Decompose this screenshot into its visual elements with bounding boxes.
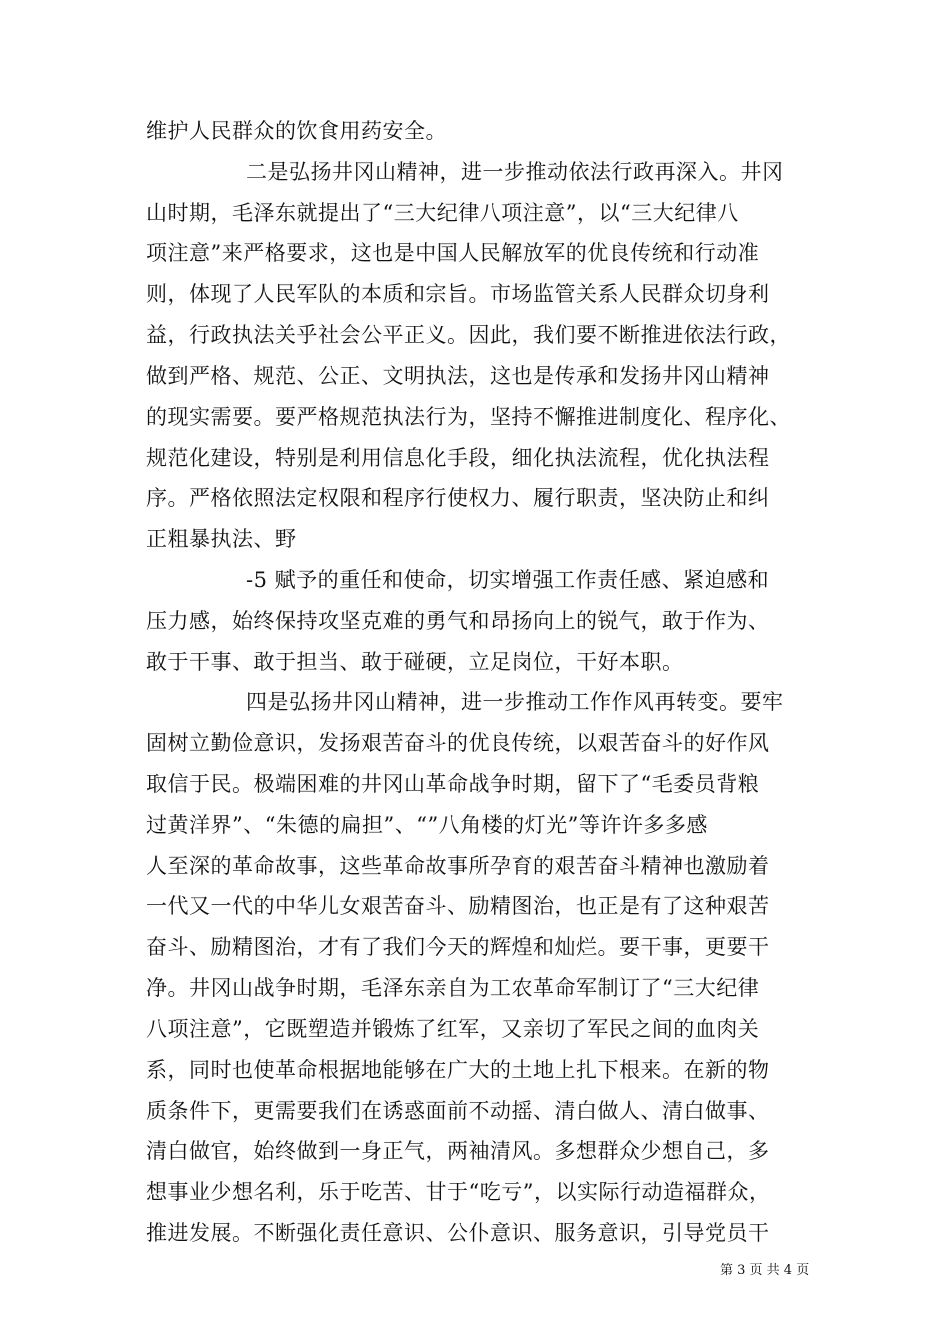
- text-line: 益，行政执法关乎社会公平正义。因此，我们要不断推进依法行政，: [146, 323, 791, 347]
- text-line: 清白做官，始终做到一身正气，两袖清风。多想群众少想自己，多: [146, 1139, 770, 1163]
- text-line: 压力感，始终保持攻坚克难的勇气和昂扬向上的锐气，敢于作为、: [146, 609, 770, 633]
- text-line: 想事业少想名利，乐于吃苦、甘于“吃亏”，以实际行动造福群众，: [146, 1180, 771, 1204]
- paragraph-start-line: 四是弘扬井冈山精神，进一步推动工作作风再转变。要牢: [246, 690, 784, 714]
- text-line: 人至深的革命故事，这些革命故事所孕育的艰苦奋斗精神也激励着: [146, 854, 770, 878]
- text-line: 过黄洋界”、“朱德的扁担”、“”八角楼的灯光”等许许多多感: [146, 813, 708, 837]
- text-line: 维护人民群众的饮食用药安全。: [146, 119, 447, 143]
- text-line: 固树立勤俭意识，发扬艰苦奋斗的优良传统，以艰苦奋斗的好作风: [146, 731, 770, 755]
- page-number: 第 3 页 共 4 页: [720, 1263, 810, 1278]
- text-line: 的现实需要。要严格规范执法行为，坚持不懈推进制度化、程序化、: [146, 405, 791, 429]
- text-line: 山时期，毛泽东就提出了“三大纪律八项注意”，以“三大纪律八: [146, 201, 739, 225]
- text-line: 敢于干事、敢于担当、敢于碰硬，立足岗位，干好本职。: [146, 650, 684, 674]
- text-line: 八项注意”，它既塑造并锻炼了红军，又亲切了军民之间的血肉关: [146, 1017, 760, 1041]
- text-line: 奋斗、励精图治，才有了我们今天的辉煌和灿烂。要干事，更要干: [146, 935, 770, 959]
- text-line: 规范化建设，特别是利用信息化手段，细化执法流程，优化执法程: [146, 446, 770, 470]
- text-line: 取信于民。极端困难的井冈山革命战争时期，留下了“毛委员背粮: [146, 772, 760, 796]
- text-line: 推进发展。不断强化责任意识、公仆意识、服务意识，引导党员干: [146, 1221, 770, 1245]
- paragraph-start-line: 二是弘扬井冈山精神，进一步推动依法行政再深入。井冈: [246, 160, 784, 184]
- text-line: 做到严格、规范、公正、文明执法，这也是传承和发扬井冈山精神: [146, 364, 770, 388]
- text-line: 净。井冈山战争时期，毛泽东亲自为工农革命军制订了“三大纪律: [146, 976, 760, 1000]
- text-line: 正粗暴执法、野: [146, 527, 297, 551]
- text-line: 则，体现了人民军队的本质和宗旨。市场监管关系人民群众切身利: [146, 282, 770, 306]
- text-line: 系，同时也使革命根据地能够在广大的土地上扎下根来。在新的物: [146, 1058, 770, 1082]
- paragraph-start-line: -5 赋予的重任和使命，切实增强工作责任感、紧迫感和: [246, 568, 770, 592]
- text-line: 质条件下，更需要我们在诱惑面前不动摇、清白做人、清白做事、: [146, 1099, 770, 1123]
- text-line: 序。严格依照法定权限和程序行使权力、履行职责，坚决防止和纠: [146, 486, 770, 510]
- text-line: 一代又一代的中华儿女艰苦奋斗、励精图治，也正是有了这种艰苦: [146, 894, 770, 918]
- text-line: 项注意”来严格要求，这也是中国人民解放军的优良传统和行动准: [146, 241, 760, 265]
